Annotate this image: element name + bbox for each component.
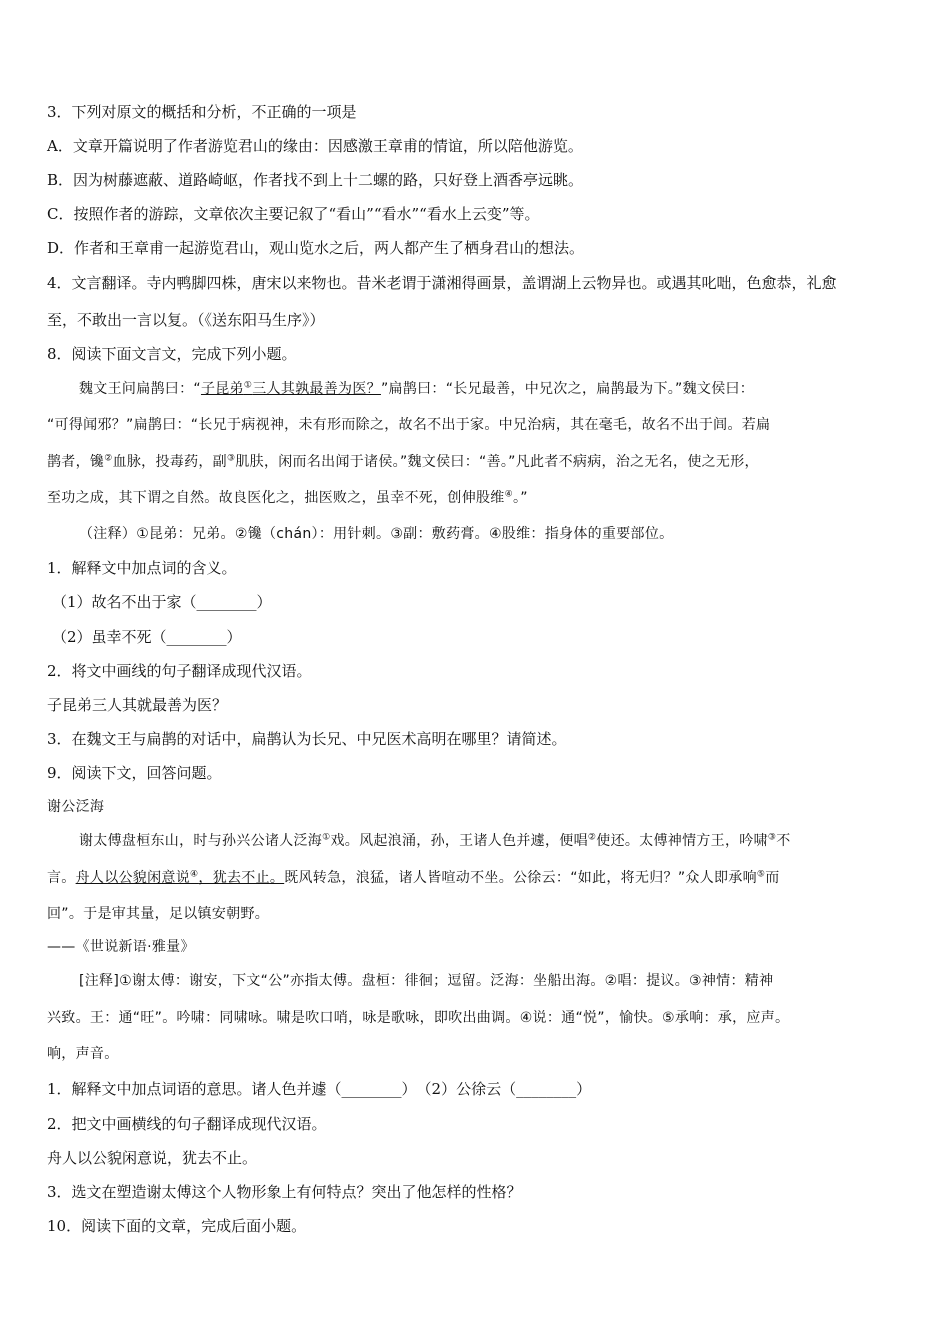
q8-sub2: 2．将文中画线的句子翻译成现代汉语。 [47,662,312,680]
q3-option-a: A．文章开篇说明了作者游览君山的缘由：因感激王章甫的情谊，所以陪他游览。 [47,137,583,155]
q9-note-line-2: 兴致。王：通“旺”。吟啸：同啸咏。啸是吹口哨，咏是歌咏，即吹出曲调。④说：通“悦”，愉快。⑤承响：承，应声。 [47,1010,790,1026]
q9-note-line-1: [注释]①谢太傅：谢安，下文“公”亦指太傅。盘桓：徘徊；逗留。泛海：坐船出海。②唱：提议。③神情：精神 [79,973,774,989]
q9-source: ——《世说新语·雅量》 [47,939,195,955]
q9-sub1: 1．解释文中加点词语的意思。诸人色并遽（________） （2）公徐云（________） [47,1080,592,1098]
q8-header: 8．阅读下面文言文，完成下列小题。 [47,345,297,363]
q4-line-2: 至，不敢出一言以复。（《送东阳马生序》） [47,311,325,329]
q9-sub3: 3．选文在塑造谢太傅这个人物形象上有何特点？突出了他怎样的性格？ [47,1183,522,1201]
q8-passage-line-4: 至功之成，其下谓之自然。故良医化之，拙医败之，虽幸不死，创伸股维④。” [47,489,528,506]
q3-stem: 3．下列对原文的概括和分析，不正确的一项是 [47,103,357,121]
q9-underlined-sentence: 舟人以公貌闲意说④，犹去不止。 [75,869,285,886]
q8-passage-line-3: 鹊者，镵②血脉，投毒药，副③肌肤，闲而名出闻于诸侯。”魏文侯曰：“善。”凡此者不病病，治之无名，使之无形， [47,453,759,470]
q8-passage-line-1: 魏文王问扁鹊曰：“子昆弟①三人其孰最善为医？”扁鹊曰：“长兄最善，中兄次之，扁鹊最为下。”魏文侯曰： [79,380,755,397]
q9-title: 谢公泛海 [47,799,105,815]
q3-option-d: D．作者和王章甫一起游览君山，观山览水之后，两人都产生了栖身君山的想法。 [47,239,585,257]
q8-note: （注释）①昆弟：兄弟。②镵（chán）：用针刺。③副：敷药膏。④股维：指身体的重要部位。 [79,526,674,542]
q9-passage-line-1: 谢太傅盘桓东山，时与孙兴公诸人泛海①戏。风起浪涌，孙，王诸人色并遽，便唱②使还。太傅神情方王，吟啸③不 [79,832,791,849]
q9-sub2: 2．把文中画横线的句子翻译成现代汉语。 [47,1115,327,1133]
q8-sub2-sentence: 子昆弟三人其就最善为医？ [47,696,228,714]
q3-option-c: C．按照作者的游踪，文章依次主要记叙了“看山”“看水”“看水上云变”等。 [47,205,540,223]
q9-sub2-sentence: 舟人以公貌闲意说，犹去不止。 [47,1149,258,1167]
q10-header: 10．阅读下面的文章，完成后面小题。 [47,1217,307,1235]
q8-underlined-sentence: 子昆弟①三人其孰最善为医？ [200,380,381,397]
q9-note-line-3: 响，声音。 [47,1046,119,1062]
q8-sub1-b: （2）虽幸不死（________） [52,628,242,646]
q9-passage-line-2: 言。舟人以公貌闲意说④，犹去不止。既风转急，浪猛，诸人皆喧动不坐。公徐云：“如此，将无归？”众人即承响⑤而 [47,869,780,886]
q8-sub3: 3．在魏文王与扁鹊的对话中，扁鹊认为长兄、中兄医术高明在哪里？请简述。 [47,730,567,748]
q8-sub1: 1．解释文中加点词的含义。 [47,559,237,577]
q8-passage-line-2: “可得闻邪？”扁鹊曰：“长兄于病视神，未有形而除之，故名不出于家。中兄治病，其在毫毛，故名不出于闾。若扁 [47,417,771,433]
q4-line-1: 4．文言翻译。寺内鸭脚四株，唐宋以来物也。昔米老谓于潇湘得画景，盖谓湖上云物异也。或遇其叱咄，色愈恭，礼愈 [47,274,837,292]
q3-option-b: B．因为树藤遮蔽、道路崎岖，作者找不到上十二螺的路，只好登上酒香亭远眺。 [47,171,584,189]
q9-header: 9．阅读下文，回答问题。 [47,764,222,782]
q9-passage-line-3: 回”。于是审其量，足以镇安朝野。 [47,906,270,922]
q8-sub1-a: （1）故名不出于家（________） [52,593,272,611]
